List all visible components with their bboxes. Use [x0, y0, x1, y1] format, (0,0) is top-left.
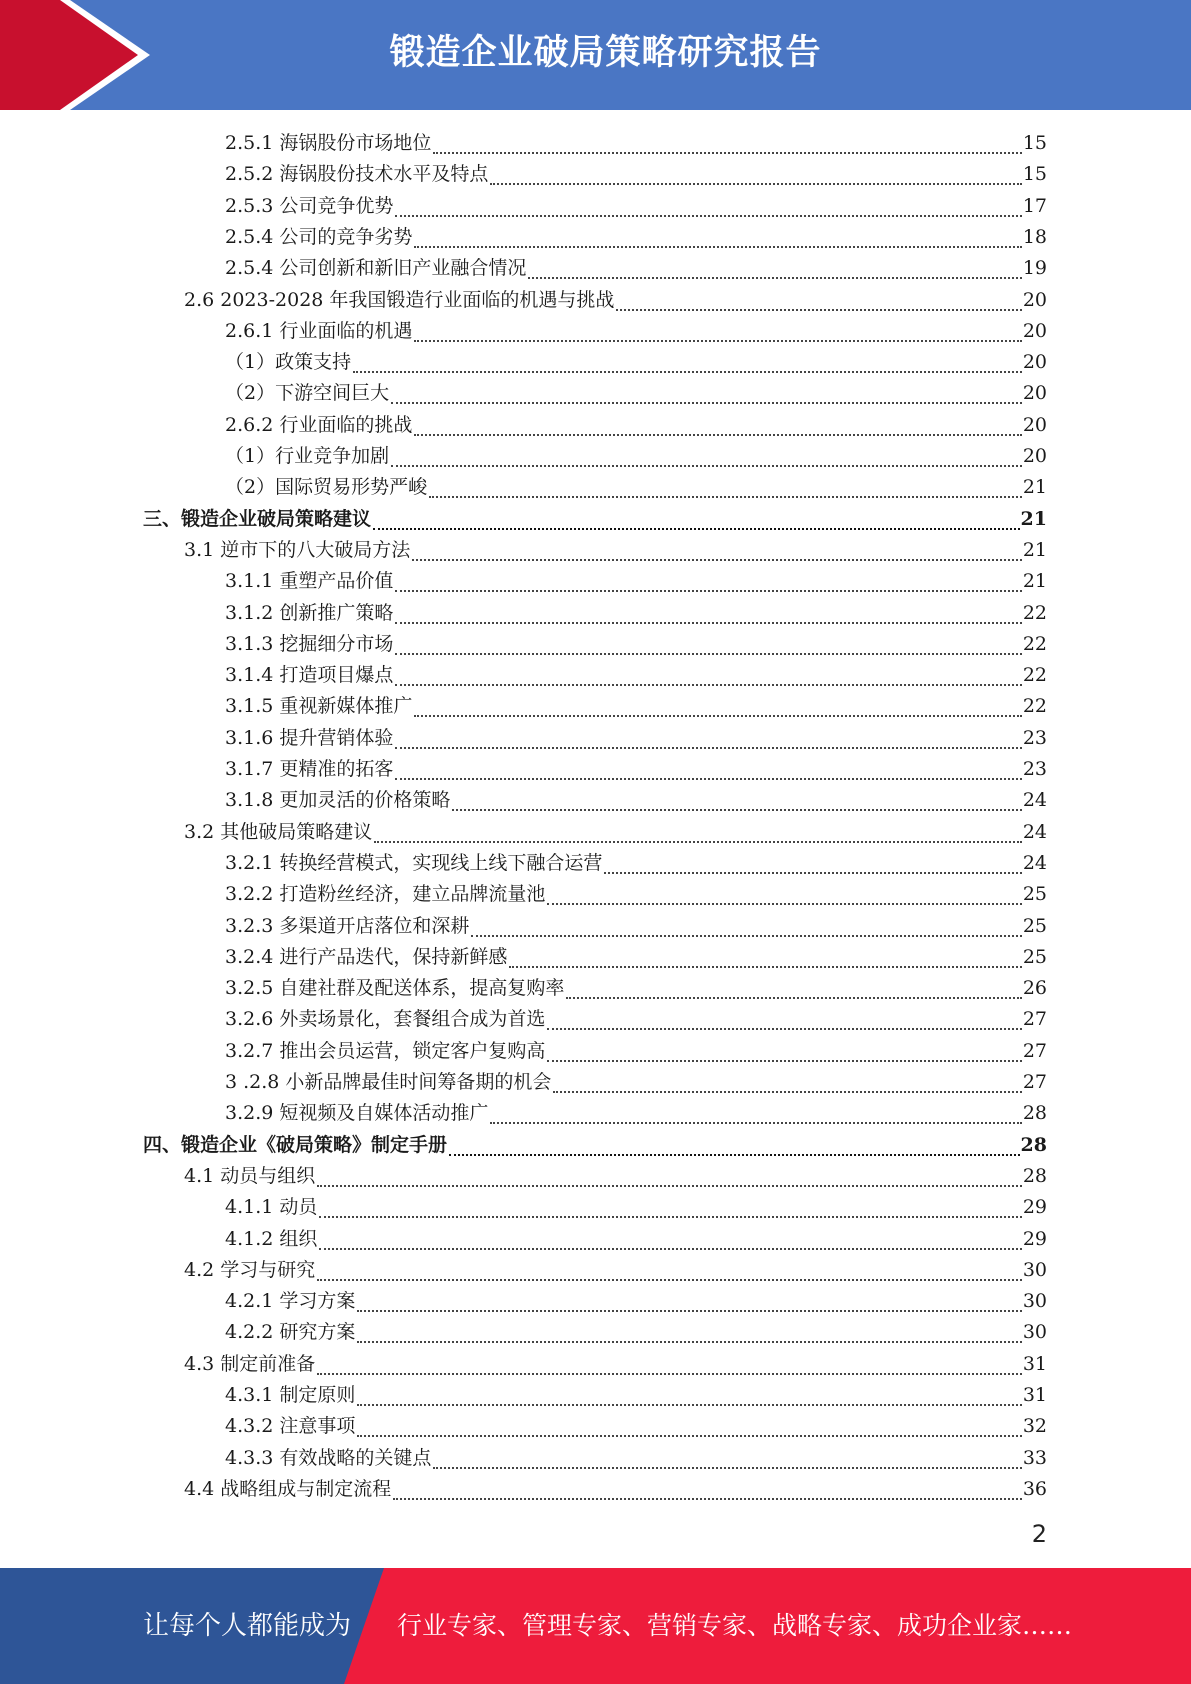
toc-entry-page: 30 [1022, 1259, 1047, 1281]
toc-entry-label: 4.3.1 制定原则 [225, 1384, 356, 1406]
toc-entry-label: 3.2.1 转换经营模式，实现线上线下融合运营 [225, 852, 603, 874]
toc-leader-dots [490, 1122, 1021, 1124]
toc-entry-label: 3.2.3 多渠道开店落位和深耕 [225, 915, 470, 937]
footer-slogan-left: 让每个人都能成为 [143, 1611, 352, 1641]
toc-entry-page: 31 [1022, 1353, 1047, 1375]
toc-entry-page: 15 [1022, 132, 1047, 154]
toc-entry-label: 3.1.7 更精准的拓客 [225, 758, 394, 780]
toc-entry[interactable] [225, 1067, 1047, 1098]
toc-entry-label: 4.4 战略组成与制定流程 [184, 1478, 392, 1500]
toc-entry-label: 2.5.1 海锅股份市场地位 [225, 132, 432, 154]
toc-entry-page: 24 [1022, 821, 1047, 843]
toc-entry[interactable] [184, 1349, 1047, 1380]
toc-entry-page: 22 [1022, 602, 1047, 624]
toc-entry-page: 24 [1022, 852, 1047, 874]
toc-entry[interactable] [225, 410, 1047, 441]
toc-leader-dots [317, 1373, 1022, 1375]
toc-entry[interactable] [225, 1098, 1047, 1129]
toc-entry-page: 31 [1022, 1384, 1047, 1406]
toc-entry-page: 22 [1022, 695, 1047, 717]
toc-entry[interactable] [225, 347, 1047, 378]
toc-entry-page: 18 [1022, 226, 1047, 248]
toc-leader-dots [566, 997, 1021, 999]
toc-leader-dots [414, 340, 1021, 342]
toc-entry-page: 22 [1022, 633, 1047, 655]
toc-entry-label: （2）下游空间巨大 [225, 382, 390, 404]
toc-entry-page: 20 [1022, 289, 1047, 311]
toc-entry[interactable] [225, 378, 1047, 409]
toc-entry[interactable] [184, 1255, 1047, 1286]
toc-entry-label: 3.2.2 打造粉丝经济，建立品牌流量池 [225, 883, 546, 905]
toc-entry[interactable] [225, 942, 1047, 973]
toc-entry[interactable] [225, 1411, 1047, 1442]
toc-entry[interactable] [143, 1130, 1047, 1161]
toc-entry[interactable] [225, 441, 1047, 472]
toc-leader-dots [433, 1467, 1021, 1469]
page-number: 2 [1031, 1520, 1047, 1548]
toc-leader-dots [528, 277, 1021, 279]
toc-entry-page: 26 [1022, 977, 1047, 999]
toc-leader-dots [395, 590, 1021, 592]
toc-entry-page: 27 [1022, 1071, 1047, 1093]
toc-entry-label: 3.2.4 进行产品迭代，保持新鲜感 [225, 946, 508, 968]
toc-entry-page: 19 [1022, 257, 1047, 279]
toc-entry-label: 3.1.3 挖掘细分市场 [225, 633, 394, 655]
toc-entry-label: 4.1.2 组织 [225, 1228, 318, 1250]
toc-leader-dots [412, 559, 1022, 561]
toc-entry-page: 21 [1022, 539, 1047, 561]
toc-entry-page: 22 [1022, 664, 1047, 686]
toc-leader-dots [373, 528, 1020, 530]
toc-leader-dots [395, 622, 1021, 624]
toc-leader-dots [395, 684, 1021, 686]
toc-entry-page: 28 [1020, 1134, 1047, 1156]
toc-leader-dots [357, 1404, 1021, 1406]
toc-leader-dots [604, 872, 1021, 874]
toc-leader-dots [452, 809, 1021, 811]
toc-entry[interactable] [225, 253, 1047, 284]
toc-leader-dots [393, 1498, 1022, 1500]
toc-leader-dots [449, 1154, 1020, 1156]
toc-entry[interactable] [225, 472, 1047, 503]
toc-entry-label: 3.1.4 打造项目爆点 [225, 664, 394, 686]
toc-entry-page: 20 [1022, 320, 1047, 342]
toc-entry-label: 4.2.2 研究方案 [225, 1321, 356, 1343]
toc-leader-dots [357, 1310, 1021, 1312]
toc-entry-page: 29 [1022, 1228, 1047, 1250]
toc-entry[interactable] [225, 316, 1047, 347]
toc-entry-page: 30 [1022, 1290, 1047, 1312]
toc-leader-dots [357, 1435, 1021, 1437]
toc-entry-label: 3.2.7 推出会员运营，锁定客户复购高 [225, 1040, 546, 1062]
toc-leader-dots [319, 1216, 1021, 1218]
toc-entry-page: 21 [1022, 476, 1047, 498]
toc-entry[interactable] [225, 1443, 1047, 1474]
toc-entry[interactable] [225, 598, 1047, 629]
toc-entry[interactable] [225, 1004, 1047, 1035]
toc-entry-label: 3.1.5 重视新媒体推广 [225, 695, 413, 717]
toc-entry-label: 3.1 逆市下的八大破局方法 [184, 539, 411, 561]
toc-entry-page: 27 [1022, 1008, 1047, 1030]
toc-leader-dots [414, 246, 1021, 248]
toc-entry-label: 3.2.6 外卖场景化，套餐组合成为首选 [225, 1008, 546, 1030]
toc-entry-page: 36 [1022, 1478, 1047, 1500]
toc-entry[interactable] [225, 911, 1047, 942]
toc-leader-dots [490, 183, 1021, 185]
toc-leader-dots [547, 1060, 1021, 1062]
toc-leader-dots [319, 1248, 1021, 1250]
toc-entry-label: 2.5.4 公司的竞争劣势 [225, 226, 413, 248]
toc-leader-dots [374, 841, 1022, 843]
toc-entry[interactable] [184, 535, 1047, 566]
toc-entry-label: 2.6.2 行业面临的挑战 [225, 414, 413, 436]
toc-entry-page: 25 [1022, 915, 1047, 937]
toc-entry-page: 21 [1020, 508, 1047, 530]
toc-entry-label: 2.6.1 行业面临的机遇 [225, 320, 413, 342]
toc-entry[interactable] [225, 848, 1047, 879]
toc-entry-label: 4.1.1 动员 [225, 1196, 318, 1218]
toc-entry[interactable] [225, 566, 1047, 597]
toc-entry-page: 21 [1022, 570, 1047, 592]
toc-leader-dots [353, 371, 1022, 373]
toc-entry-page: 20 [1022, 351, 1047, 373]
toc-entry-page: 27 [1022, 1040, 1047, 1062]
toc-entry[interactable] [225, 785, 1047, 816]
toc-leader-dots [509, 966, 1021, 968]
toc-entry[interactable] [184, 285, 1047, 316]
toc-entry-label: 三、锻造企业破局策略建议 [143, 508, 372, 530]
toc-entry-label: 3 .2.8 小新品牌最佳时间筹备期的机会 [225, 1071, 552, 1093]
toc-leader-dots [553, 1091, 1021, 1093]
toc-leader-dots [395, 653, 1021, 655]
toc-entry[interactable] [225, 1317, 1047, 1348]
toc-entry-label: 2.5.4 公司创新和新旧产业融合情况 [225, 257, 527, 279]
toc-entry-label: 3.1.8 更加灵活的价格策略 [225, 789, 451, 811]
toc-entry-label: 4.2.1 学习方案 [225, 1290, 356, 1312]
toc-entry[interactable] [225, 1286, 1047, 1317]
toc-entry-page: 17 [1022, 195, 1047, 217]
toc-entry-label: 4.1 动员与组织 [184, 1165, 316, 1187]
toc-entry-label: 四、锻造企业《破局策略》制定手册 [143, 1134, 448, 1156]
toc-leader-dots [616, 309, 1021, 311]
toc-leader-dots [391, 402, 1022, 404]
toc-entry-label: 3.1.2 创新推广策略 [225, 602, 394, 624]
toc-entry-page: 20 [1022, 382, 1047, 404]
toc-entry[interactable] [225, 723, 1047, 754]
toc-entry[interactable] [225, 1380, 1047, 1411]
toc-leader-dots [391, 465, 1022, 467]
toc-leader-dots [317, 1279, 1022, 1281]
toc-entry[interactable] [184, 1161, 1047, 1192]
toc-entry[interactable] [225, 973, 1047, 1004]
toc-entry-label: 2.5.3 公司竞争优势 [225, 195, 394, 217]
toc-entry[interactable] [225, 1192, 1047, 1223]
toc-entry[interactable] [225, 691, 1047, 722]
toc-entry-page: 30 [1022, 1321, 1047, 1343]
toc-entry[interactable] [225, 222, 1047, 253]
toc-entry[interactable] [225, 660, 1047, 691]
toc-leader-dots [395, 747, 1021, 749]
toc-entry-page: 25 [1022, 946, 1047, 968]
toc-entry-page: 32 [1022, 1415, 1047, 1437]
toc-entry-page: 29 [1022, 1196, 1047, 1218]
toc-entry-page: 23 [1022, 727, 1047, 749]
toc-leader-dots [317, 1185, 1022, 1187]
toc-leader-dots [395, 215, 1021, 217]
toc-entry-page: 23 [1022, 758, 1047, 780]
toc-entry-page: 15 [1022, 163, 1047, 185]
toc-entry[interactable] [184, 817, 1047, 848]
toc-entry[interactable] [225, 754, 1047, 785]
toc-entry-page: 24 [1022, 789, 1047, 811]
footer-slogan-right: 行业专家、管理专家、营销专家、战略专家、成功企业家…… [397, 1611, 1073, 1640]
toc-entry[interactable] [225, 1224, 1047, 1255]
toc-entry-page: 28 [1022, 1165, 1047, 1187]
toc-entry[interactable] [225, 629, 1047, 660]
toc-leader-dots [414, 434, 1021, 436]
toc-entry-label: 3.2.5 自建社群及配送体系，提高复购率 [225, 977, 565, 999]
toc-entry[interactable] [225, 159, 1047, 190]
toc-leader-dots [547, 903, 1021, 905]
page-header [0, 0, 1191, 110]
toc-entry-page: 28 [1022, 1102, 1047, 1124]
toc-entry-page: 25 [1022, 883, 1047, 905]
toc-entry-label: 3.2.9 短视频及自媒体活动推广 [225, 1102, 489, 1124]
toc-leader-dots [357, 1341, 1021, 1343]
toc-entry-label: 4.2 学习与研究 [184, 1259, 316, 1281]
toc-entry-label: 4.3.2 注意事项 [225, 1415, 356, 1437]
toc-entry[interactable] [225, 879, 1047, 910]
toc-entry[interactable] [225, 191, 1047, 222]
toc-entry-label: （2）国际贸易形势严峻 [225, 476, 428, 498]
toc-entry[interactable] [225, 1036, 1047, 1067]
toc-entry-page: 20 [1022, 445, 1047, 467]
toc-entry-label: （1）政策支持 [225, 351, 352, 373]
toc-entry-label: 2.6 2023-2028 年我国锻造行业面临的机遇与挑战 [184, 289, 615, 311]
toc-leader-dots [433, 152, 1021, 154]
report-title: 锻造企业破局策略研究报告 [389, 33, 822, 73]
toc-entry-page: 20 [1022, 414, 1047, 436]
toc-entry[interactable] [225, 128, 1047, 159]
toc-entry-label: 3.1.6 提升营销体验 [225, 727, 394, 749]
toc-leader-dots [395, 778, 1021, 780]
page-footer [0, 1568, 1191, 1684]
toc-leader-dots [471, 935, 1021, 937]
toc-leader-dots [547, 1028, 1021, 1030]
toc-entry-label: （1）行业竞争加剧 [225, 445, 390, 467]
toc-entry-label: 2.5.2 海锅股份技术水平及特点 [225, 163, 489, 185]
toc-entry-label: 4.3.3 有效战略的关键点 [225, 1447, 432, 1469]
toc-leader-dots [429, 496, 1022, 498]
toc-entry-label: 4.3 制定前准备 [184, 1353, 316, 1375]
toc-entry[interactable] [184, 1474, 1047, 1505]
toc-entry-page: 33 [1022, 1447, 1047, 1469]
toc-entry[interactable] [143, 504, 1047, 535]
toc-leader-dots [414, 715, 1021, 717]
toc-entry-label: 3.2 其他破局策略建议 [184, 821, 373, 843]
toc-entry-label: 3.1.1 重塑产品价值 [225, 570, 394, 592]
